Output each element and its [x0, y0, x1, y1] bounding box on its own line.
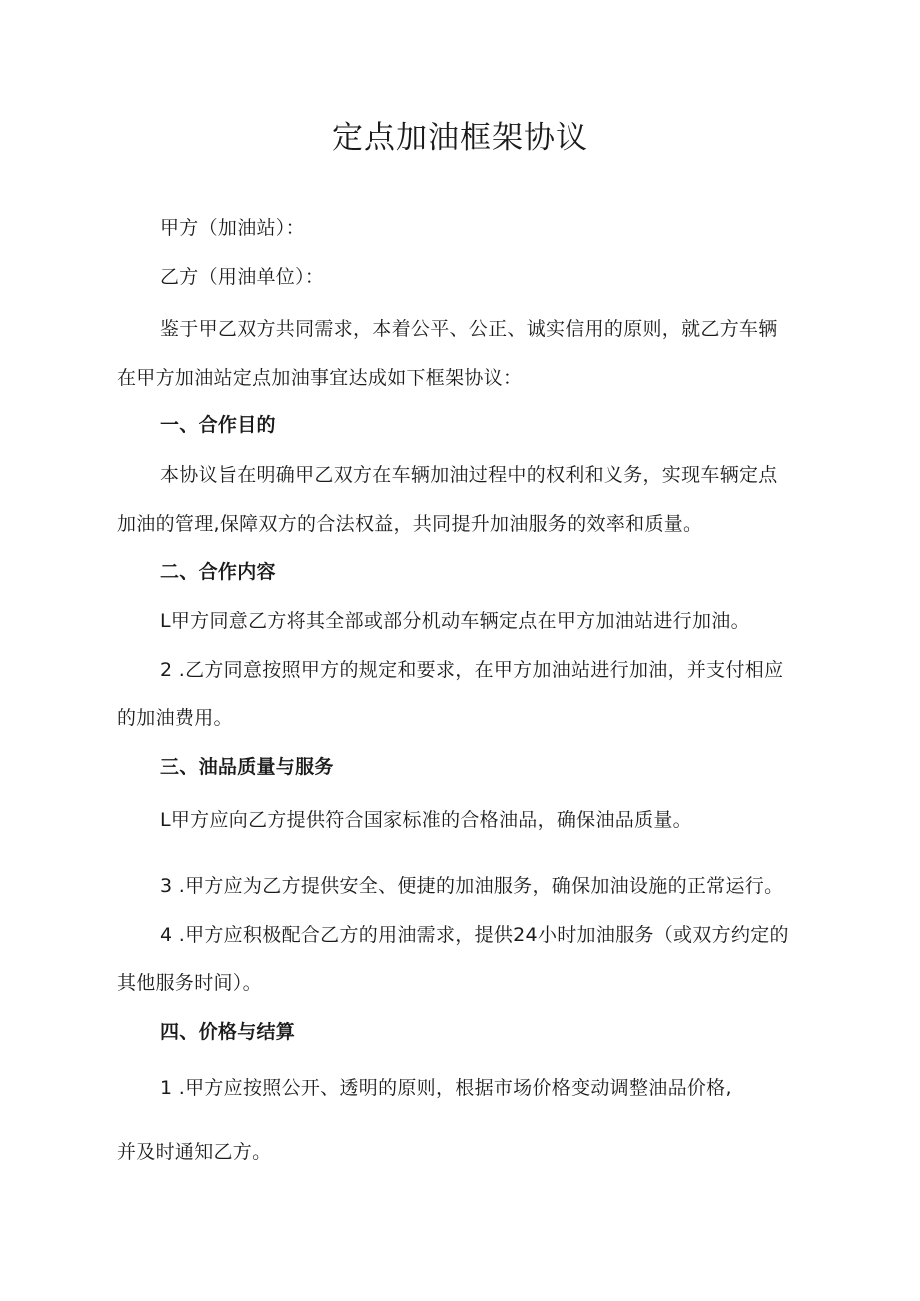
section-2-item-2-line-1: 2 .乙方同意按照甲方的规定和要求，在甲方加油站进行加油，并支付相应	[160, 659, 784, 681]
section-3-item-4-line-1: 4 .甲方应积极配合乙方的用油需求，提供24小时加油服务（或双方约定的	[160, 924, 789, 946]
section-1-line-2: 加油的管理,保障双方的合法权益，共同提升加油服务的效率和质量。	[117, 513, 703, 535]
section-2-item-2-line-2: 的加油费用。	[117, 707, 233, 729]
section-3-item-1: L甲方应向乙方提供符合国家标准的合格油品，确保油品质量。	[160, 809, 692, 831]
section-1-heading: 一、合作目的	[160, 414, 276, 436]
section-3-item-3: 3 .甲方应为乙方提供安全、便捷的加油服务，确保加油设施的正常运行。	[160, 875, 784, 897]
section-3-heading: 三、油品质量与服务	[160, 756, 334, 778]
section-1-line-1: 本协议旨在明确甲乙双方在车辆加油过程中的权利和义务，实现车辆定点	[160, 464, 778, 486]
intro-line-1: 鉴于甲乙双方共同需求，本着公平、公正、诚实信用的原则，就乙方车辆	[160, 318, 778, 340]
section-4-item-1-line-2: 并及时通知乙方。	[117, 1141, 272, 1163]
section-4-item-1-line-1: 1 .甲方应按照公开、透明的原则，根据市场价格变动调整油品价格,	[160, 1077, 732, 1099]
section-4-heading: 四、价格与结算	[160, 1021, 296, 1043]
section-2-heading: 二、合作内容	[160, 561, 276, 583]
section-2-item-1: L甲方同意乙方将其全部或部分机动车辆定点在甲方加油站进行加油。	[160, 610, 750, 632]
section-3-item-4-line-2: 其他服务时间）。	[117, 972, 262, 994]
party-b-line: 乙方（用油单位）：	[160, 266, 325, 288]
document-title: 定点加油框架协议	[332, 120, 588, 156]
party-a-line: 甲方（加油站）：	[160, 217, 305, 239]
intro-line-2: 在甲方加油站定点加油事宜达成如下框架协议：	[117, 367, 523, 389]
